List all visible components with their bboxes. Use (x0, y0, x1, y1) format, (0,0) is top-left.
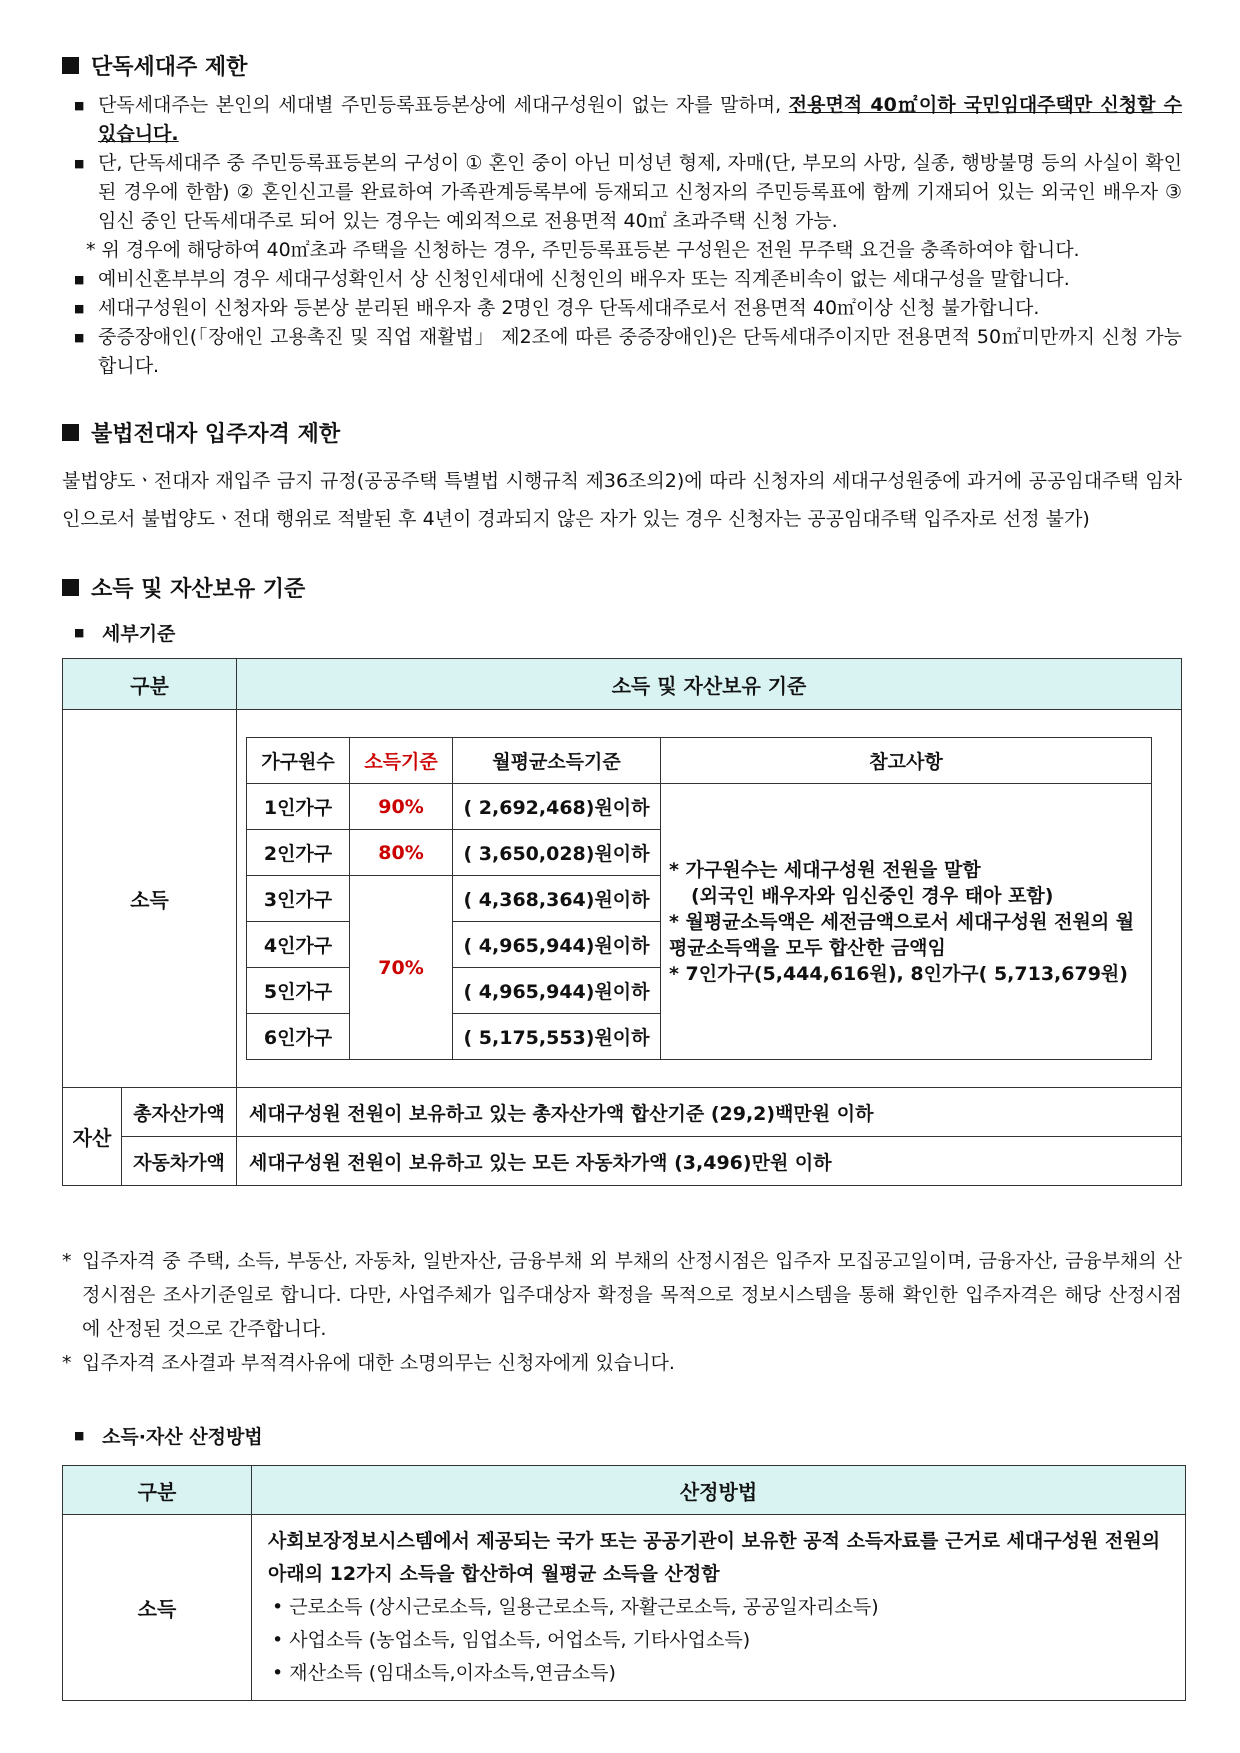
income-label: 소득 (63, 710, 237, 1088)
footnote: * 입주자격 중 주택, 소득, 부동산, 자동차, 일반자산, 금융부채 외 부채의 산정시점은 입주자 모집공고일이며, 금융자산, 금융부채의 산정시점은 조사기준일로 합니다. 다만, 사업주체가 입주대상자 확정을 목적으로 정보시스템을 통해 확인한 입주자격은 해당 산정시점에 산정된 것으로 간주합니다. (62, 1250, 1182, 1340)
bullet-item: ■ 단독세대주는 본인의 세대별 주민등록표등본상에 세대구성원이 없는 자를 말하며, 전용면적 40㎡이하 국민임대주택만 신청할 수 있습니다. (62, 91, 1182, 149)
header-reference: 참고사항 (661, 738, 1152, 784)
header-income-standard: 소득기준 (350, 738, 453, 784)
header-household-size: 가구원수 (247, 738, 350, 784)
footnote: * 입주자격 조사결과 부적격사유에 대한 소명의무는 신청자에게 있습니다. (62, 1352, 675, 1374)
income-calculation-method-table (62, 1465, 1186, 1701)
list-item: • 근로소득 (상시근로소득, 일용근로소득, 자활근로소득, 공공일자리소득) (272, 1596, 879, 1618)
bullet-item: ■ 중증장애인(「장애인 고용촉진 및 직업 재활법」 제2조에 따른 중증장애인)은 단독세대주이지만 전용면적 50㎡미만까지 신청 가능합니다. (62, 323, 1182, 381)
table-row: 2인가구 80% ( 3,650,028)원이하 (247, 830, 1152, 876)
reference-notes: * 가구원수는 세대구성원 전원을 말함 (외국인 배우자와 임신중인 경우 태아 포함) * 월평균소득액은 세전금액으로서 세대구성원 전원의 월평균소득액을 모두 합산한 금액임 * 7인가구(5,444,616원), 8인가구( 5,713,679원) (661, 784, 1152, 1060)
table-row: 자동차가액 세대구성원 전원이 보유하고 있는 모든 자동차가액 (3,496)만원 이하 (63, 1137, 1182, 1186)
subsection-title-criteria: ■ 세부기준 (62, 619, 1182, 646)
bullet-item: ■ 예비신혼부부의 경우 세대구성확인서 상 신청인세대에 신청인의 배우자 또는 직계존비속이 없는 세대구성을 말합니다. (62, 265, 1182, 294)
table-row: 1인가구 90% ( 2,692,468)원이하 * 가구원수는 세대구성원 전원을 말함 (외국인 배우자와 임신중인 경우 태아 포함) * 월평균소득액은 세전금액으로서 세대구성원 전원의 월평균소득액을 모두 합산한 금액임 * 7인가구(5,444,616원), 8인가구( 5,713,679원) (247, 784, 1152, 830)
section-title-illegal-sublease: 불법전대자 입주자격 제한 (62, 417, 1182, 448)
list-item: • 재산소득 (임대소득,이자소득,연금소득) (272, 1662, 616, 1684)
header-method: 산정방법 (252, 1466, 1186, 1515)
section-title-income-assets: 소득 및 자산보유 기준 (62, 572, 1182, 603)
square-bullet-icon: ■ (74, 273, 85, 286)
note-text: * 위 경우에 해당하여 40㎡초과 주택을 신청하는 경우, 주민등록표등본 구성원은 전원 무주택 요건을 충족하여야 합니다. (86, 239, 1080, 261)
square-bullet-icon: ■ (74, 99, 85, 112)
square-bullet-icon: ■ (74, 1429, 85, 1442)
table-row: 자산 총자산가액 세대구성원 전원이 보유하고 있는 총자산가액 합산기준 (29,2)백만원 이하 (63, 1088, 1182, 1137)
method-intro: 사회보장정보시스템에서 제공되는 국가 또는 공공기관이 보유한 공적 소득자료를 근거로 세대구성원 전원의 아래의 12가지 소득을 합산하여 월평균 소득을 산정함 (268, 1530, 1161, 1585)
illegal-sublease-paragraph: 불법양도ㆍ전대자 재입주 금지 규정(공공주택 특별법 시행규칙 제36조의2)에 따라 신청자의 세대구성원중에 과거에 공공임대주택 임차인으로서 불법양도ㆍ전대 행위로 적발된 후 4년이 경과되지 않은 자가 있는 경우 신청자는 공공임대주택 입주자로 선정 불가) (62, 470, 1182, 530)
header-category: 구분 (63, 659, 237, 710)
income-standard-table (246, 737, 1152, 1060)
header-criteria: 소득 및 자산보유 기준 (237, 659, 1182, 710)
square-bullet-icon (62, 57, 79, 74)
bullet-item: ■ 세대구성원이 신청자와 등본상 분리된 배우자 총 2명인 경우 단독세대주로서 전용면적 40㎡이상 신청 불가합니다. (62, 294, 1182, 323)
table-row: 6인가구 ( 5,175,553)원이하 (247, 1014, 1152, 1060)
income-asset-criteria-table (62, 658, 1182, 1186)
income-standard-70: 70% (350, 876, 453, 1060)
square-bullet-icon (62, 579, 79, 596)
bullet-item: ■ 단, 단독세대주 중 주민등록표등본의 구성이 ① 혼인 중이 아닌 미성년 형제, 자매(단, 부모의 사망, 실종, 행방불명 등의 사실이 확인된 경우에 한함) ② 혼인신고를 완료하여 가족관계등록부에 등재되고 신청자의 주민등록표에 함께 기재되어 있는 외국인 배우자 ③ 임신 중인 단독세대주로 되어 있는 경우는 예외적으로 전용면적 40㎡ 초과주택 신청 가능. (62, 149, 1182, 236)
footnotes (62, 1244, 1182, 1380)
square-bullet-icon: ■ (74, 331, 85, 344)
asset-label: 자산 (63, 1088, 122, 1186)
table-row: 소득 사회보장정보시스템에서 제공되는 국가 또는 공공기관이 보유한 공적 소득자료를 근거로 세대구성원 전원의 아래의 12가지 소득을 합산하여 월평균 소득을 산정함 • 근로소득 (상시근로소득, 일용근로소득, 자활근로소득, 공공일자리소득) • 사업소득 (농업소득, 임업소득, 어업소득, 기타사업소득) • 재산소득 (임대소득,이자소득,연금소득) (63, 1515, 1186, 1701)
table-row: 4인가구 ( 4,965,944)원이하 (247, 922, 1152, 968)
subsection-title-method: ■ 소득·자산 산정방법 (62, 1422, 1182, 1449)
square-bullet-icon (62, 424, 79, 441)
table-row: 5인가구 ( 4,965,944)원이하 (247, 968, 1152, 1014)
square-bullet-icon: ■ (74, 626, 85, 639)
header-category: 구분 (63, 1466, 252, 1515)
table-row: 3인가구 70% ( 4,368,364)원이하 (247, 876, 1152, 922)
list-item: • 사업소득 (농업소득, 임업소득, 어업소득, 기타사업소득) (272, 1629, 751, 1651)
square-bullet-icon: ■ (74, 157, 85, 170)
square-bullet-icon: ■ (74, 302, 85, 315)
header-monthly-income: 월평균소득기준 (453, 738, 661, 784)
section-title-single-householder: 단독세대주 제한 (62, 50, 1182, 81)
